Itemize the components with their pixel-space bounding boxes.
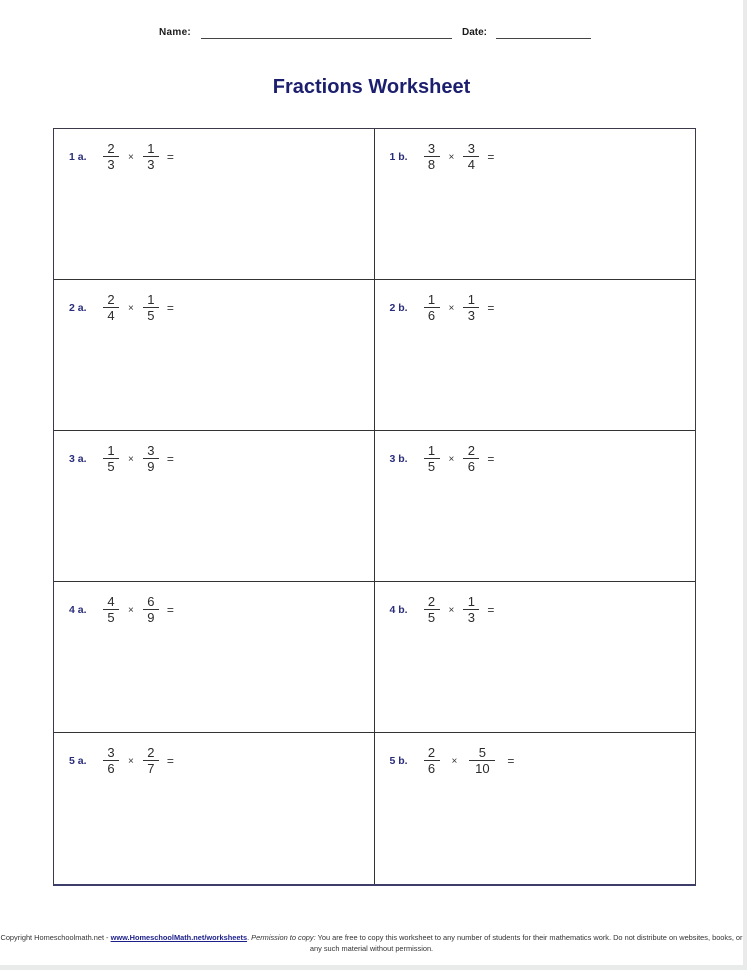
fraction [463,292,479,324]
problem-label: 1 b. [389,151,408,163]
numerator: 4 [103,594,119,610]
numerator: 2 [103,141,119,157]
numerator: 1 [463,292,479,308]
problem-3b [390,443,495,475]
permission-label: Permission to copy: [251,933,316,942]
fraction [143,141,159,173]
numerator: 2 [103,292,119,308]
problem-label: 5 b. [389,755,408,767]
fraction [103,594,119,626]
denominator: 8 [427,157,436,172]
numerator: 6 [143,594,159,610]
numerator: 3 [143,443,159,459]
problem-2b [390,292,495,324]
denominator: 5 [107,610,115,625]
problem-cell [54,733,375,884]
fraction [143,594,159,626]
numerator: 3 [103,745,119,761]
problem-5a [69,745,174,777]
problem-label: 3 b. [389,453,408,465]
problem-cell [375,431,696,582]
times-icon: × [448,604,455,616]
denominator: 6 [107,761,115,776]
denominator: 6 [467,459,475,474]
numerator: 3 [463,141,479,157]
problem-2a [69,292,174,324]
name-blank-line[interactable] [201,38,452,39]
problem-label: 2 b. [389,302,408,314]
problem-cell [54,280,375,431]
problem-cell [54,431,375,582]
fraction [424,292,440,324]
equals-icon: = [166,150,174,164]
numerator: 2 [424,594,440,610]
equals-icon: = [166,452,174,466]
problem-label: 2 a. [69,302,87,314]
worksheets-link[interactable]: www.HomeschoolMath.net/worksheets [110,933,248,942]
equals-icon: = [166,754,174,768]
fraction [463,141,479,173]
problem-label: 1 a. [69,151,87,163]
numerator: 3 [424,141,440,157]
fraction [103,141,119,173]
denominator: 5 [427,459,436,474]
problem-cell [375,733,696,884]
fraction [424,141,440,173]
permission-text: You are free to copy this worksheet to any number of students for their mathematics work. Do not distribute on websites, books, or any such material without permission. [309,933,743,953]
denominator: 9 [147,610,155,625]
denominator: 10 [475,761,490,776]
numerator: 1 [103,443,119,459]
fraction [424,443,440,475]
fraction [143,745,159,777]
page-title: Fractions Worksheet [272,76,471,98]
fraction [469,745,495,777]
denominator: 5 [427,610,436,625]
problem-grid [53,128,696,886]
denominator: 6 [427,761,436,776]
equals-icon: = [487,603,495,617]
denominator: 7 [147,761,155,776]
problem-4a [69,594,174,626]
times-icon: × [448,453,455,465]
equals-icon: = [487,452,495,466]
problem-3a [69,443,174,475]
equals-icon: = [487,301,495,315]
denominator: 4 [107,308,115,323]
date-label: Date: [462,27,488,38]
problem-cell [54,129,375,280]
equals-icon: = [166,301,174,315]
numerator: 1 [143,292,159,308]
denominator: 9 [147,459,155,474]
fraction [463,443,479,475]
times-icon: × [128,755,134,767]
equals-icon: = [166,603,174,617]
fraction [103,292,119,324]
times-icon: × [451,755,458,767]
problem-1a [69,141,174,173]
denominator: 5 [147,308,155,323]
denominator: 3 [467,610,475,625]
problem-label: 5 a. [69,755,87,767]
denominator: 3 [467,308,475,323]
fraction [143,292,159,324]
problem-label: 4 b. [389,604,408,616]
problem-cell [375,582,696,733]
numerator: 1 [424,292,440,308]
problem-4b [390,594,495,626]
problem-1b [390,141,495,173]
copyright-text: Copyright Homeschoolmath.net - [0,933,111,942]
numerator: 1 [424,443,440,459]
numerator: 2 [463,443,479,459]
problem-label: 3 a. [69,453,87,465]
times-icon: × [128,604,134,616]
fraction [424,594,440,626]
fraction [424,745,440,777]
equals-icon: = [487,150,495,164]
times-icon: × [448,302,455,314]
denominator: 6 [427,308,436,323]
denominator: 3 [107,157,115,172]
equals-icon: = [507,754,515,768]
fraction [463,594,479,626]
times-icon: × [128,453,134,465]
problem-cell [54,582,375,733]
numerator: 2 [143,745,159,761]
times-icon: × [448,151,455,163]
numerator: 1 [463,594,479,610]
problem-label: 4 a. [69,604,87,616]
numerator: 1 [143,141,159,157]
denominator: 4 [467,157,475,172]
numerator: 5 [469,745,495,761]
name-label: Name: [159,27,192,38]
denominator: 5 [107,459,115,474]
fraction [143,443,159,475]
problem-5b [390,745,515,777]
fraction [103,745,119,777]
link-suffix: . [247,933,252,942]
numerator: 2 [424,745,440,761]
problem-cell [375,280,696,431]
fraction [103,443,119,475]
times-icon: × [128,151,134,163]
denominator: 3 [147,157,155,172]
date-blank-line[interactable] [496,38,591,39]
copyright-footer [0,932,743,954]
problem-cell [375,129,696,280]
times-icon: × [128,302,134,314]
